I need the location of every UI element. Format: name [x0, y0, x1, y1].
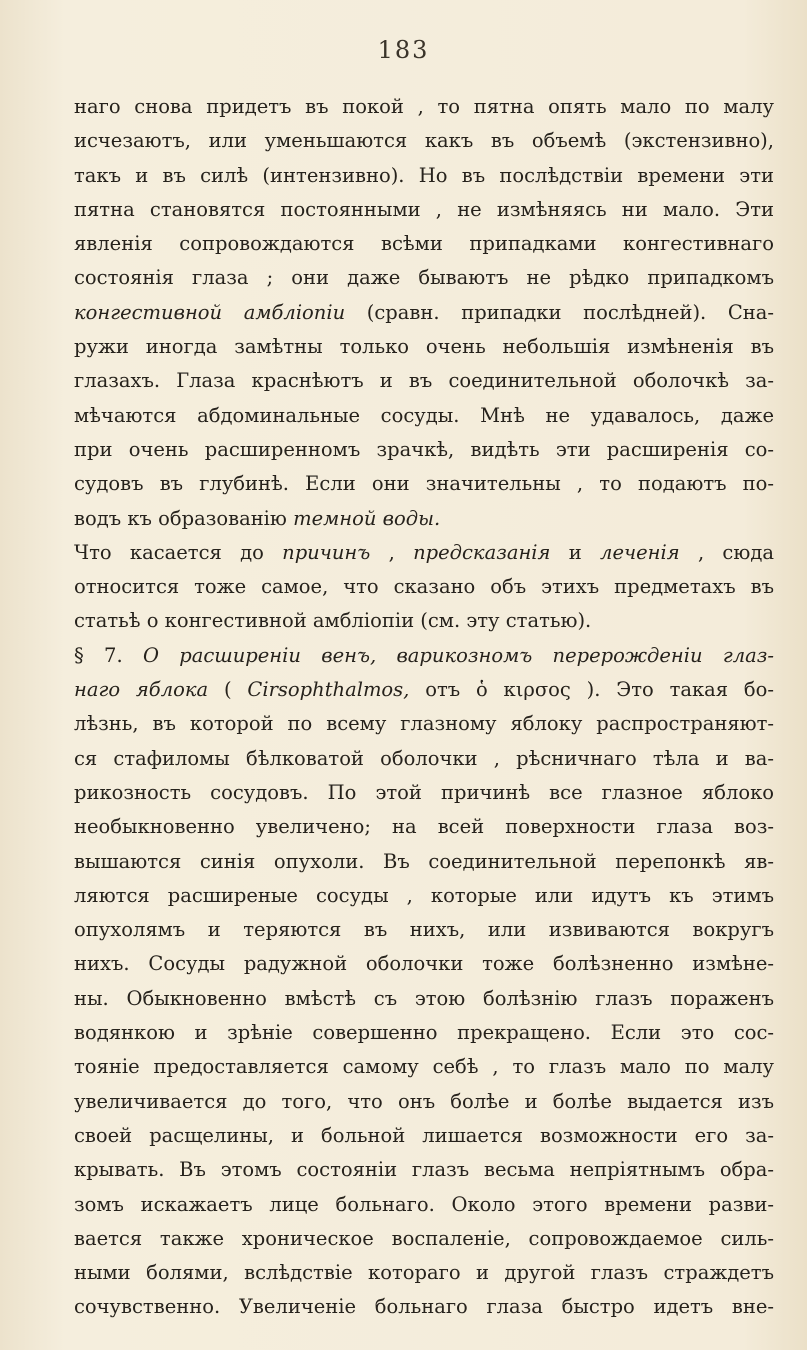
text-segment: и — [550, 540, 601, 564]
page-number: 183 — [377, 36, 430, 64]
text-segment: при очень расширенномъ зрачкѣ, видѣть эти расширенія со- — [74, 437, 774, 461]
text-segment: отъ ὁ κιρσος ). Это такая бо- — [409, 678, 774, 702]
text-line — [74, 124, 774, 158]
text-line — [74, 1188, 774, 1222]
text-segment: наго снова придетъ въ покой , то пятна опять мало по малу — [74, 95, 774, 118]
text-segment: нихъ. Сосуды радужной оболочки тоже болѣзненно измѣне- — [74, 952, 774, 976]
text-line — [74, 639, 774, 673]
italic-text: причинъ — [282, 540, 371, 564]
text-segment: опухолямъ и теряются въ нихъ, или извиваются вокругъ — [74, 918, 774, 942]
text-segment: Что касается до — [74, 540, 283, 564]
text-line — [74, 742, 774, 776]
text-line — [74, 159, 774, 193]
text-segment: рикозность сосудовъ. По этой причинѣ все глазное яблоко — [74, 780, 774, 804]
text-segment: § 7. — [74, 643, 143, 667]
italic-text: Cirsophthalmos, — [247, 678, 410, 702]
text-segment: статьѣ о конгестивной амбліопіи (см. эту статью). — [74, 609, 592, 633]
text-line — [74, 193, 774, 227]
text-line — [74, 776, 774, 810]
text-line — [74, 570, 774, 604]
text-segment: , сюда — [679, 540, 774, 564]
text-segment: водъ къ образованію — [74, 506, 294, 530]
text-segment: крывать. Въ этомъ состояніи глазъ весьма непріятнымъ обра- — [74, 1158, 774, 1182]
text-line — [74, 90, 774, 124]
italic-text: конгестивной амбліопіи — [74, 300, 346, 324]
text-segment: ( — [208, 678, 248, 702]
text-line — [74, 227, 774, 261]
text-line — [74, 1153, 774, 1187]
text-line — [74, 673, 774, 707]
text-line — [74, 1050, 774, 1084]
text-segment: ляются расширеные сосуды , которые или идутъ къ этимъ — [74, 883, 774, 907]
text-segment: зомъ искажаетъ лице больнаго. Около этого времени разви- — [74, 1192, 774, 1216]
text-line — [74, 1222, 774, 1256]
text-line — [74, 1256, 774, 1290]
text-segment: ся стафиломы бѣлковатой оболочки , рѣсничнаго тѣла и ва- — [74, 746, 774, 770]
text-segment: ружи иногда замѣтны только очень небольшія измѣненія въ — [74, 335, 774, 359]
text-segment: ны. Обыкновенно вмѣстѣ съ этою болѣзнію глазъ пораженъ — [74, 986, 774, 1010]
text-line — [74, 433, 774, 467]
text-segment: состоянія глаза ; они даже бываютъ не рѣдко припадкомъ — [74, 266, 774, 290]
text-segment: пятна становятся постоянными , не измѣняясь ни мало. Эти — [74, 197, 774, 221]
text-segment: глазахъ. Глаза краснѣютъ и въ соединительной оболочкѣ за- — [74, 369, 774, 393]
text-segment: вышаются синія опухоли. Въ соединительной перепонкѣ яв- — [74, 849, 774, 873]
text-segment: судовъ въ глубинѣ. Если они значительны , то подаютъ по- — [74, 472, 774, 496]
text-line — [74, 947, 774, 981]
text-line — [74, 810, 774, 844]
text-segment: увеличивается до того, что онъ болѣе и болѣе выдается изъ — [74, 1089, 774, 1113]
text-line — [74, 879, 774, 913]
text-line — [74, 1290, 774, 1324]
italic-text: О расширеніи венъ, варикозномъ перерожденіи глаз- — [142, 643, 774, 667]
text-line — [74, 330, 774, 364]
text-segment: необыкновенно увеличено; на всей поверхности глаза воз- — [74, 815, 774, 839]
text-line — [74, 913, 774, 947]
text-segment: такъ и въ силѣ (интензивно). Но въ послѣдствіи времени эти — [74, 163, 774, 187]
text-line — [74, 261, 774, 295]
text-line — [74, 604, 774, 638]
text-line — [74, 707, 774, 741]
text-segment: исчезаютъ, или уменьшаются какъ въ объемѣ (экстензивно), — [74, 129, 774, 153]
text-segment: водянкою и зрѣніе совершенно прекращено. Если это сос- — [74, 1021, 774, 1045]
text-line — [74, 982, 774, 1016]
text-line — [74, 467, 774, 501]
italic-text: леченія — [600, 540, 680, 564]
text-line — [74, 364, 774, 398]
text-segment: относится тоже самое, что сказано объ этихъ предметахъ въ — [74, 575, 774, 599]
italic-text: наго яблока — [74, 678, 209, 702]
text-segment: явленія сопровождаются всѣми припадками конгестивнаго — [74, 232, 774, 256]
text-line — [74, 296, 774, 330]
body-text — [74, 90, 774, 1325]
text-segment: (сравн. припадки послѣдней). Сна- — [345, 300, 774, 324]
text-segment: сочувственно. Увеличеніе больнаго глаза быстро идетъ вне- — [74, 1295, 774, 1319]
text-line — [74, 536, 774, 570]
text-segment: лѣзнь, въ которой по всему глазному яблоку распространяют- — [74, 712, 774, 736]
italic-text: темной воды. — [293, 506, 441, 530]
text-line — [74, 502, 774, 536]
italic-text: предсказанія — [413, 540, 551, 564]
text-segment: ными болями, вслѣдствіе котораго и другой глазъ страждетъ — [74, 1261, 774, 1285]
text-segment: , — [370, 540, 414, 564]
text-line — [74, 845, 774, 879]
text-line — [74, 1119, 774, 1153]
text-segment: вается также хроническое воспаленіе, сопровождаемое силь- — [74, 1226, 774, 1250]
text-segment: своей расщелины, и больной лишается возможности его за- — [74, 1123, 774, 1147]
text-line — [74, 1016, 774, 1050]
text-segment: мѣчаются абдоминальные сосуды. Мнѣ не удавалось, даже — [74, 403, 774, 427]
text-segment: тояніе предоставляется самому себѣ , то глазъ мало по малу — [74, 1055, 774, 1079]
text-line — [74, 399, 774, 433]
text-line — [74, 1085, 774, 1119]
